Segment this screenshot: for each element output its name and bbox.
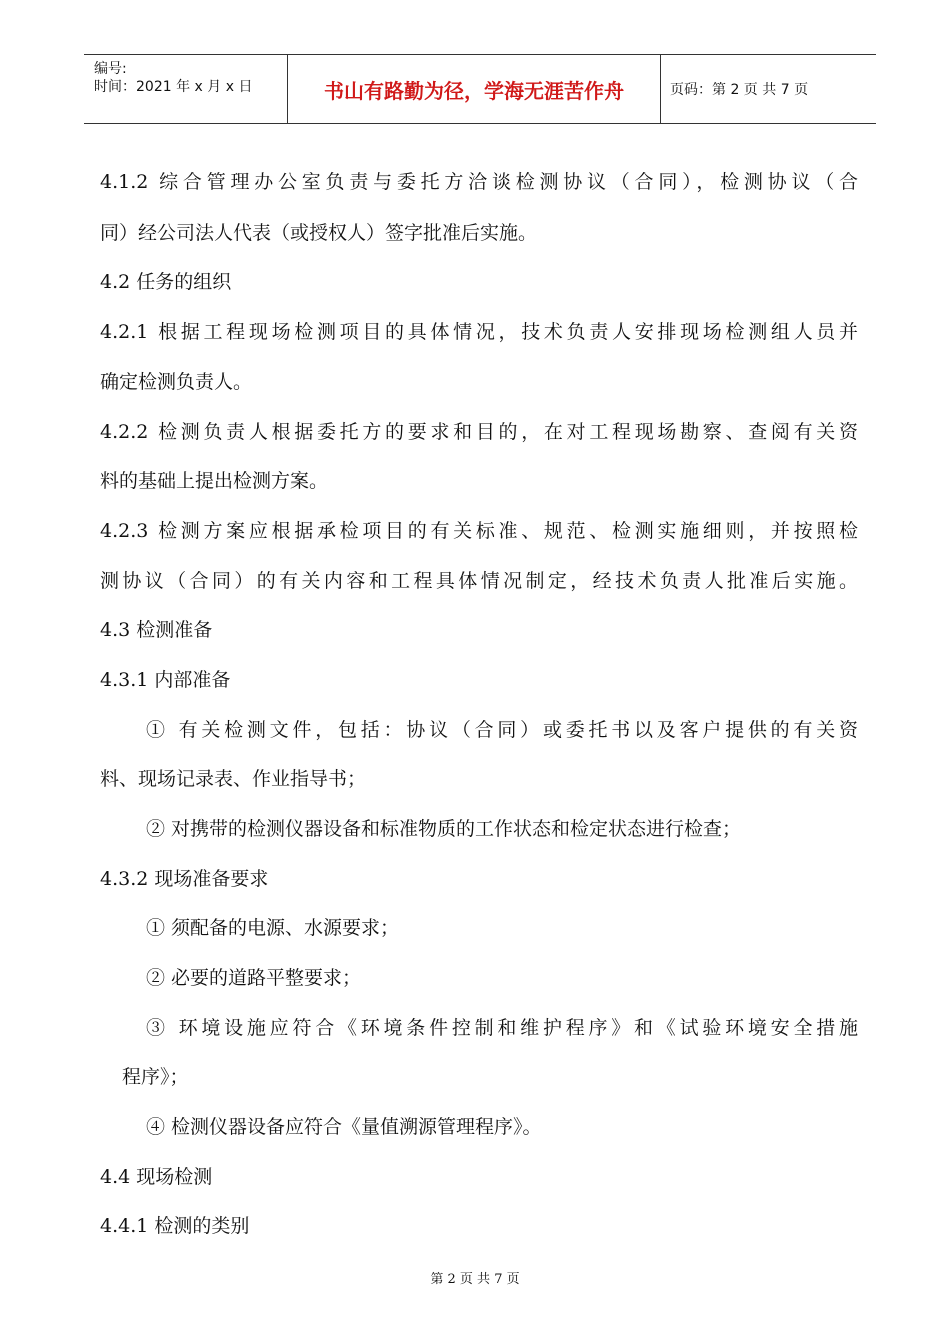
subsection-heading: 4.3.2 现场准备要求 [100,868,269,890]
section-heading: 4.2 任务的组织 [100,271,232,293]
list-item: ④ 检测仪器设备应符合《量值溯源管理程序》。 [146,1116,542,1138]
list-item: ① 须配备的电源、水源要求； [146,917,400,939]
header-meta-cell [84,55,288,123]
header-page-number: 页码：第 2 页 共 7 页 [670,82,809,98]
section-heading: 4.4 现场检测 [100,1166,213,1188]
document-number-label: 编号: [94,61,127,77]
body-line: 同）经公司法人代表（或授权人）签字批准后实施。 [100,222,538,244]
page-header [84,54,876,124]
page-footer: 第 2 页 共 7 页 [430,1272,520,1287]
list-item: ② 必要的道路平整要求； [146,967,362,989]
body-line: 料、现场记录表、作业指导书； [100,768,367,790]
list-item: ① 有关检测文件，包括：协议（合同）或委托书以及客户提供的有关资 [146,719,858,741]
body-line: 4.2.1 根据工程现场检测项目的具体情况，技术负责人安排现场检测组人员并 [100,321,858,343]
list-item: ② 对携带的检测仪器设备和标准物质的工作状态和检定状态进行检查； [146,818,742,840]
body-line: 4.2.2 检测负责人根据委托方的要求和目的，在对工程现场勘察、查阅有关资 [100,421,858,443]
header-motto: 书山有路勤为径，学海无涯苦作舟 [288,55,661,123]
body-line: 测协议（合同）的有关内容和工程具体情况制定，经技术负责人批准后实施。 [100,570,858,592]
body-line: 4.1.2 综合管理办公室负责与委托方洽谈检测协议（合同），检测协议（合 [100,171,858,193]
section-heading: 4.3 检测准备 [100,619,213,641]
body-line: 4.2.3 检测方案应根据承检项目的有关标准、规范、检测实施细则，并按照检 [100,520,858,542]
body-line: 确定检测负责人。 [100,371,253,393]
document-date-label: 时间：2021 年 x 月 x 日 [94,79,253,95]
list-item: ③ 环境设施应符合《环境条件控制和维护程序》和《试验环境安全措施 [146,1017,858,1039]
body-line: 程序》； [122,1066,189,1088]
body-line: 料的基础上提出检测方案。 [100,470,329,492]
subsection-heading: 4.4.1 检测的类别 [100,1215,250,1237]
subsection-heading: 4.3.1 内部准备 [100,669,231,691]
